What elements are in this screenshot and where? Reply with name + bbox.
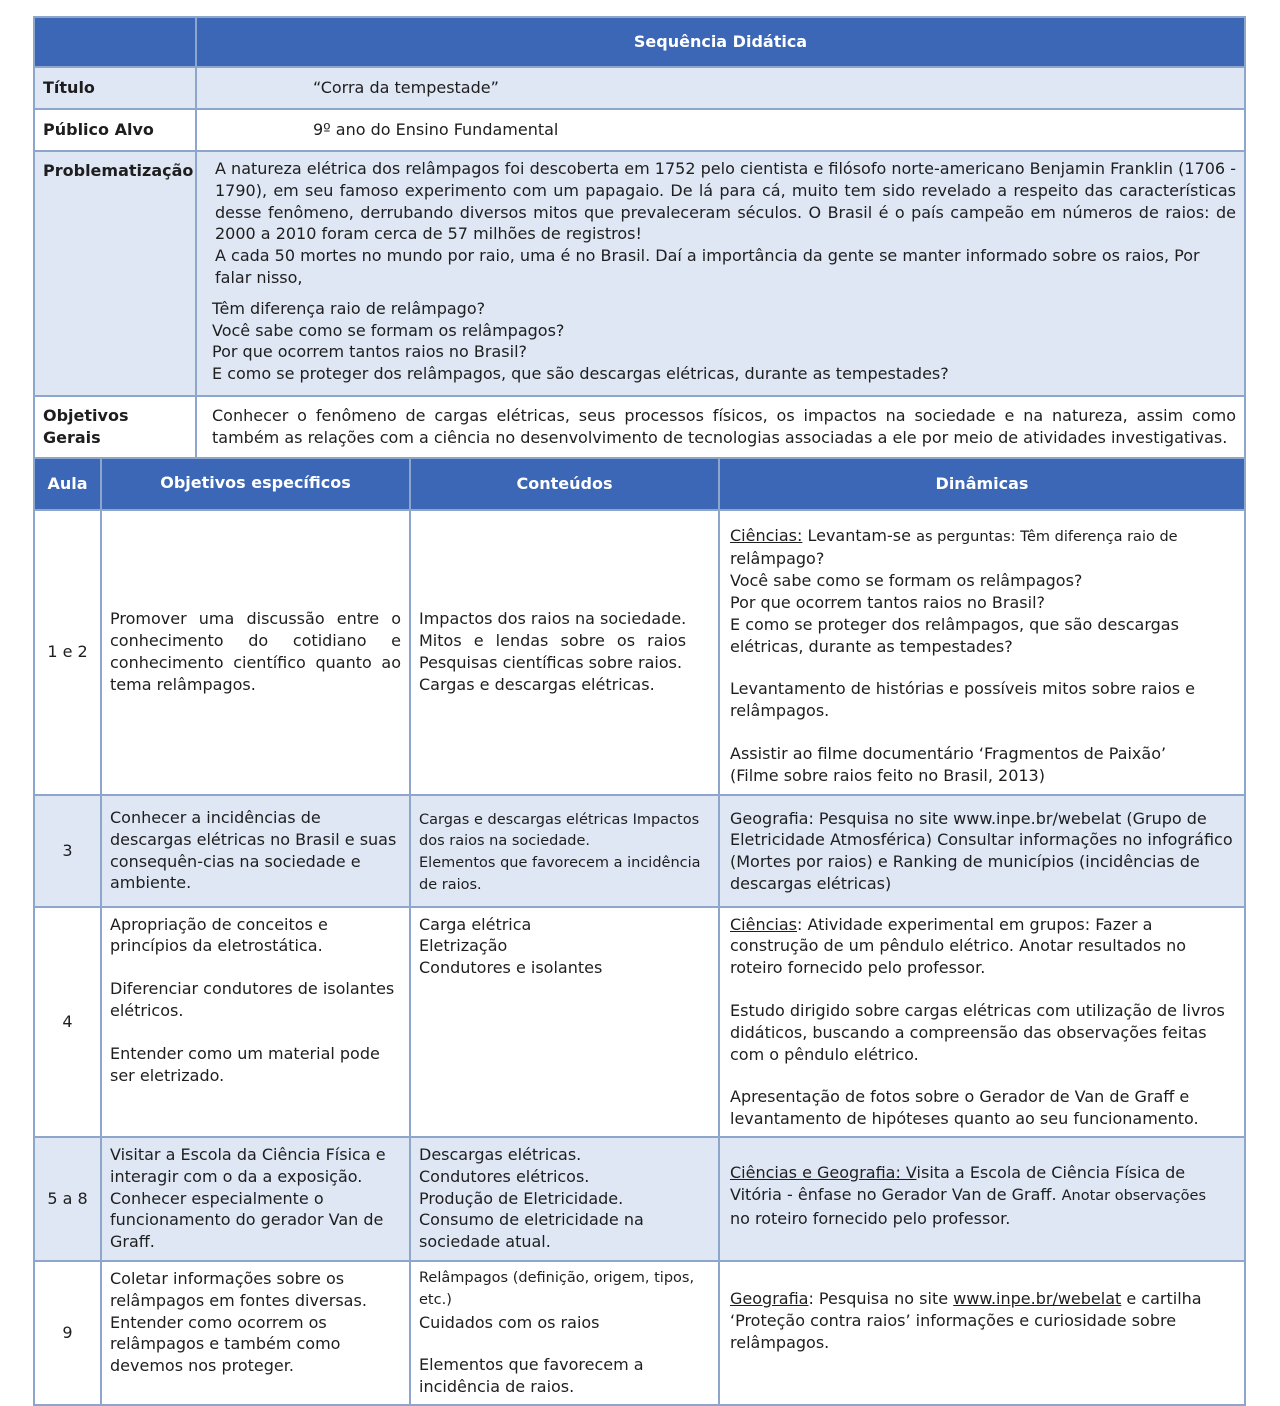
conteudo-item: Impactos dos raios na sociedade.	[419, 609, 687, 629]
sequencia-didatica-document	[33, 16, 1244, 1406]
dinamica-paragraph: Levantamento de histórias e possíveis mitos sobre raios e relâmpagos.	[730, 679, 1196, 721]
dinamica-line: Por que ocorrem tantos raios no Brasil?	[730, 592, 1046, 612]
problematizacao-paragraph-1: A natureza elétrica dos relâmpagos foi descoberta em 1752 pelo cientista e filósofo norte-americano Benjamin Franklin (1706 - 1790), em seu famoso experimento com um papagaio. De lá para cá, muito tem sido revelado a respeito das características desse fenômeno, derrubando diversos mitos que prevaleceram séculos. O Brasil é o país campeão em números de raios: de 2000 a 2010 foram cerca de 57 milhões de registros!	[215, 159, 1236, 244]
problematizacao-cell	[196, 151, 1245, 396]
objetivos-cell	[101, 1261, 410, 1405]
objetivo-paragraph: Apropriação de conceitos e princípios da eletrostática.	[110, 914, 328, 956]
dinamicas-cell	[719, 907, 1245, 1137]
conteudos-cell	[410, 510, 719, 795]
dinamica-paragraph: Estudo dirigido sobre cargas elétricas com utilização de livros didáticos, buscando a compreensão das observações feitas com o pêndulo elétrico.	[730, 1000, 1225, 1064]
subject-label: Ciências	[730, 914, 797, 934]
dinamica-paragraph: isita a Escola de Ciência Física de Vitória - ênfase no Gerador Van de Graff.	[730, 1162, 1186, 1204]
dinamica-paragraph-small: Anotar observações	[1061, 1187, 1207, 1204]
aula-cell: 3	[34, 795, 101, 907]
dinamica-line: Você sabe como se formam os relâmpagos?	[730, 571, 1083, 591]
objetivos-gerais-value: Conhecer o fenômeno de cargas elétricas, seus processos físicos, os impactos na sociedade e na natureza, assim como também as relações com a ciência no desenvolvimento de tecnologias associadas a ele por meio de atividades investigativas.	[196, 396, 1245, 458]
conteudo-item: Descargas elétricas.	[419, 1144, 582, 1164]
dinamica-paragraph: (Filme sobre raios feito no Brasil, 2013)	[730, 765, 1045, 785]
subject-label: Geografia	[730, 1288, 809, 1308]
aula-cell: 4	[34, 907, 101, 1137]
aula-cell: 5 a 8	[34, 1137, 101, 1261]
dinamica-paragraph: Apresentação de fotos sobre o Gerador de Van de Graff e levantamento de hipóteses quanto ao seu funcionamento.	[730, 1087, 1199, 1129]
problematizacao-question: Por que ocorrem tantos raios no Brasil?	[212, 342, 528, 362]
conteudo-paragraph: Cargas e descargas elétricas Impactos dos raios na sociedade.	[419, 811, 700, 850]
conteudos-cell	[410, 1261, 719, 1405]
dinamica-line: E como se proteger dos relâmpagos, que são descargas elétricas, durante as tempestades?	[730, 614, 1179, 656]
dinamica-line: relâmpago?	[730, 549, 825, 569]
dinamicas-cell	[719, 1261, 1245, 1405]
conteudo-paragraph: Cuidados com os raios	[419, 1312, 600, 1332]
problematizacao-label: Problematização	[34, 151, 196, 396]
conteudo-item: Carga elétrica	[419, 914, 532, 934]
conteudo-paragraph-small: Relâmpagos (definição, origem, tipos, etc.)	[419, 1269, 695, 1308]
objetivos-gerais-label: Objetivos Gerais	[34, 396, 196, 458]
conteudo-item: Produção de Eletricidade.	[419, 1188, 624, 1208]
objetivos-cell	[101, 1137, 410, 1261]
column-header-objetivos: Objetivos específicos	[101, 458, 410, 510]
titulo-value: “Corra da tempestade”	[196, 67, 1245, 109]
dinamicas-cell	[719, 510, 1245, 795]
dinamica-paragraph: no roteiro fornecido pelo professor.	[730, 1208, 1011, 1228]
problematizacao-question: E como se proteger dos relâmpagos, que são descargas elétricas, durante as tempestades?	[212, 364, 949, 384]
objetivos-cell	[101, 907, 410, 1137]
table-row	[34, 510, 1245, 795]
dinamicas-cell	[719, 1137, 1245, 1261]
aulas-table	[33, 457, 1246, 1406]
objetivo-paragraph: Coletar informações sobre os relâmpagos em fontes diversas.	[110, 1268, 367, 1310]
objetivo-paragraph: Conhecer especialmente o funcionamento do gerador Van de Graff.	[110, 1188, 384, 1252]
problematizacao-question: Você sabe como se formam os relâmpagos?	[212, 320, 565, 340]
titulo-label: Título	[34, 67, 196, 109]
conteudo-item: Eletrização	[419, 936, 508, 956]
table-row	[34, 795, 1245, 907]
publico-value: 9º ano do Ensino Fundamental	[196, 109, 1245, 151]
page-title: Sequência Didática	[196, 17, 1245, 67]
table-row	[34, 1137, 1245, 1261]
aula-cell: 9	[34, 1261, 101, 1405]
problematizacao-question: Têm diferença raio de relâmpago?	[212, 298, 486, 318]
table-row	[34, 1261, 1245, 1405]
column-header-conteudos: Conteúdos	[410, 458, 719, 510]
dinamica-intro: Levantam-se	[802, 525, 917, 545]
conteudos-cell	[410, 1137, 719, 1261]
conteudos-cell	[410, 795, 719, 907]
conteudo-paragraph: Elementos que favorecem a incidência de raios.	[419, 855, 701, 893]
dinamicas-cell: Geografia: Pesquisa no site www.inpe.br/webelat (Grupo de Eletricidade Atmosférica) Consultar informações no infográfico (Mortes por raios) e Ranking de municípios (incidências de descargas elétricas)	[719, 795, 1245, 907]
publico-label: Público Alvo	[34, 109, 196, 151]
header-empty-cell	[34, 17, 196, 67]
conteudo-paragraph: Elementos que favorecem a incidência de raios.	[419, 1355, 644, 1397]
conteudo-item: Condutores elétricos.	[419, 1166, 590, 1186]
conteudo-item: Cargas e descargas elétricas.	[419, 674, 655, 694]
dinamica-text: : Pesquisa no site	[808, 1288, 954, 1308]
objetivo-paragraph: Visitar a Escola da Ciência Física e interagir com o da a exposição.	[110, 1144, 386, 1186]
conteudo-item: Condutores e isolantes	[419, 958, 603, 978]
conteudo-item: Consumo de eletricidade na sociedade atual.	[419, 1210, 644, 1252]
table-row	[34, 907, 1245, 1137]
webelat-link[interactable]: www.inpe.br/webelat	[953, 1288, 1122, 1308]
conteudos-cell	[410, 907, 719, 1137]
column-header-dinamicas: Dinâmicas	[719, 458, 1245, 510]
subject-label: Ciências:	[730, 525, 803, 545]
objetivos-cell: Promover uma discussão entre o conhecimento do cotidiano e conhecimento científico quanto ao tema relâmpagos.	[101, 510, 410, 795]
dinamica-paragraph: : Atividade experimental em grupos: Fazer a construção de um pêndulo elétrico. Anotar resultados no roteiro fornecido pelo professor.	[730, 914, 1187, 978]
objetivo-paragraph: Entender como ocorrem os relâmpagos e também como devemos nos proteger.	[110, 1312, 341, 1376]
dinamica-text: e cartilha ‘Proteção contra raios’ informações e curiosidade sobre relâmpagos.	[730, 1288, 1202, 1352]
conteudo-item: Mitos e lendas sobre os raios	[419, 631, 687, 651]
column-header-aula: Aula	[34, 458, 101, 510]
objetivo-paragraph: Diferenciar condutores de isolantes elétricos.	[110, 979, 395, 1020]
aula-cell: 1 e 2	[34, 510, 101, 795]
objetivos-cell: Conhecer a incidências de descargas elétricas no Brasil e suas consequên-cias na sociedade e ambiente.	[101, 795, 410, 907]
info-table	[33, 16, 1246, 459]
objetivo-paragraph: Entender como um material pode ser eletrizado.	[110, 1043, 380, 1085]
dinamica-paragraph: Assistir ao filme documentário ‘Fragmentos de Paixão’	[730, 743, 1167, 763]
subject-label: Ciências e Geografia: V	[730, 1162, 917, 1182]
dinamica-intro-small: as perguntas: Têm diferença raio de	[916, 528, 1178, 545]
conteudo-item: Pesquisas científicas sobre raios.	[419, 653, 683, 673]
problematizacao-paragraph-2: A cada 50 mortes no mundo por raio, uma é no Brasil. Daí a importância da gente se manter informado sobre os raios, Por falar nisso,	[215, 246, 1200, 287]
